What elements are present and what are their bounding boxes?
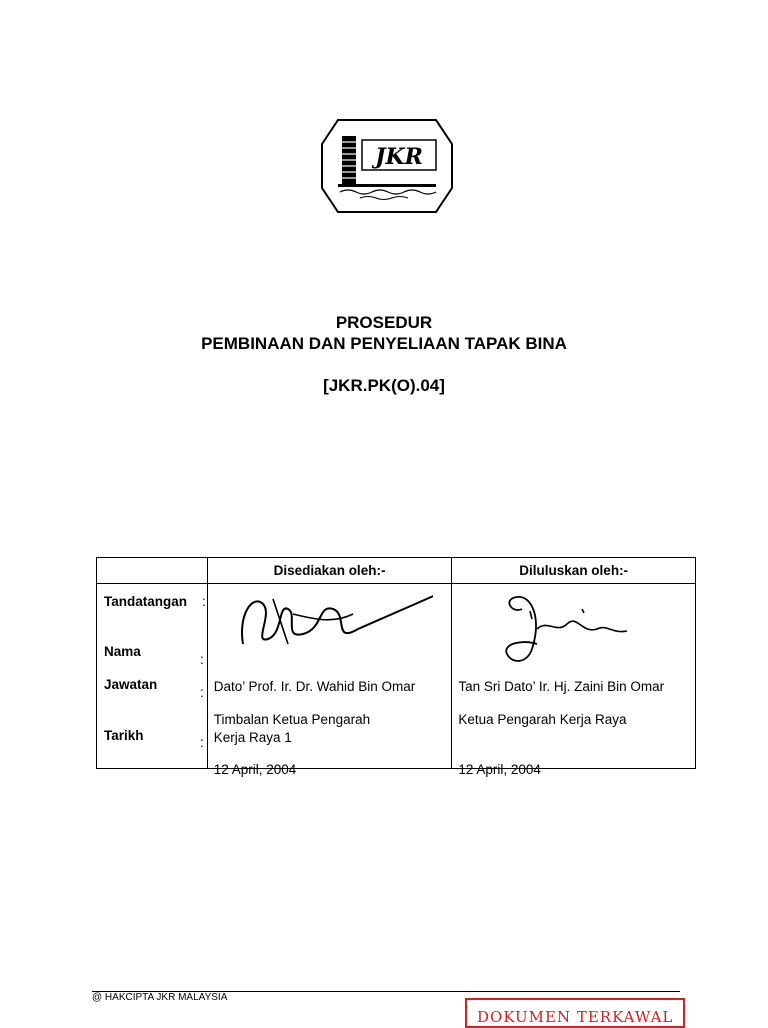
prepared-position-line-2: Kerja Raya 1	[213, 730, 292, 745]
approved-date: 12 April, 2004	[458, 762, 541, 777]
prepared-by-header: Disediakan oleh:-	[207, 558, 452, 584]
jkr-logo	[320, 118, 454, 214]
approved-signature	[482, 589, 642, 669]
colon: :	[200, 735, 204, 750]
controlled-document-stamp: DOKUMEN TERKAWAL	[465, 998, 685, 1028]
colon: :	[200, 652, 204, 667]
label-position: Jawatan	[104, 677, 158, 692]
label-date: Tarikh	[104, 728, 144, 743]
colon: :	[200, 685, 204, 700]
label-signature: Tandatangan	[104, 594, 188, 609]
approved-by-header: Diluluskan oleh:-	[452, 558, 696, 584]
title-line-1: PROSEDUR	[335, 313, 433, 332]
copyright-text: @ HAKCIPTA JKR MALAYSIA	[92, 992, 228, 1003]
approved-position: Ketua Pengarah Kerja Raya	[458, 712, 627, 727]
document-code: [JKR.PK(O).04]	[323, 376, 445, 395]
colon: :	[202, 594, 206, 609]
prepared-name: Dato’ Prof. Ir. Dr. Wahid Bin Omar	[213, 679, 416, 694]
prepared-position-line-1: Timbalan Ketua Pengarah	[213, 712, 371, 727]
logo-text: JKR	[375, 144, 423, 170]
approved-name: Tan Sri Dato’ Ir. Hj. Zaini Bin Omar	[458, 679, 665, 694]
signature-table	[96, 557, 696, 777]
prepared-date: 12 April, 2004	[213, 762, 297, 777]
title-line-2: PEMBINAAN DAN PENYELIAAN TAPAK BINA	[201, 334, 567, 353]
prepared-signature	[233, 584, 433, 654]
label-name: Nama	[104, 644, 141, 659]
